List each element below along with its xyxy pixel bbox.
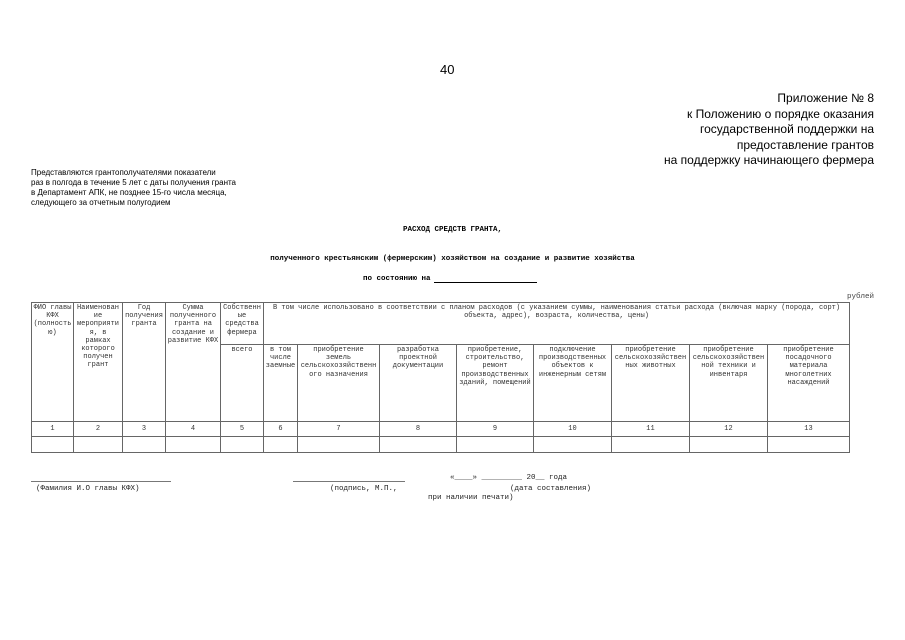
header-fio: ФИО главы КФХ (полностью) xyxy=(32,303,74,422)
subheader-planting: приобретение посадочного материала многолетних насаждений xyxy=(768,345,850,422)
as-of-date-blank xyxy=(434,274,537,283)
data-cell[interactable] xyxy=(74,437,123,453)
submission-note-line: следующего за отчетным полугодием xyxy=(31,198,171,207)
header-used-per-plan: В том числе использовано в соответствии с планом расходов (с указанием суммы, наименования статьи расхода (включая марку (порода, сорт) объекта, адрес), возраста, количества, цены) xyxy=(264,303,850,345)
header-grant-amount: Сумма полученного гранта на создание и развитие КФХ xyxy=(166,303,221,422)
column-number: 12 xyxy=(690,422,768,437)
submission-note-line: в Департамент АПК, не позднее 15-го числа месяца, xyxy=(31,188,227,197)
data-cell[interactable] xyxy=(264,437,298,453)
header-year: Год получения гранта xyxy=(123,303,166,422)
column-number: 1 xyxy=(32,422,74,437)
page-number: 40 xyxy=(440,62,455,77)
appendix-line: к Положению о порядке оказания xyxy=(686,106,874,121)
date-field: «____» _________ 20__ года xyxy=(450,474,568,482)
header-activity: Наименование мероприятия, в рамках которого получен грант xyxy=(74,303,123,422)
data-cell[interactable] xyxy=(534,437,612,453)
data-cell[interactable] xyxy=(690,437,768,453)
data-cell[interactable] xyxy=(221,437,264,453)
data-cell[interactable] xyxy=(298,437,380,453)
data-cell[interactable] xyxy=(32,437,74,453)
data-cell[interactable] xyxy=(166,437,221,453)
form-subtitle: полученного крестьянским (фермерским) хозяйством на создание и развитие хозяйства xyxy=(270,255,635,263)
signature-line xyxy=(293,481,405,482)
head-name-caption: (Фамилия И.О главы КФХ) xyxy=(36,485,140,493)
head-name-line xyxy=(31,481,171,482)
subheader-total: всего xyxy=(221,345,264,422)
header-own-funds: Собственные средства фермера xyxy=(221,303,264,345)
column-number: 8 xyxy=(380,422,457,437)
subheader-engineering: подключение производственных объектов к инженерным сетям xyxy=(534,345,612,422)
appendix-line: на поддержку начинающего фермера xyxy=(664,153,874,167)
appendix-line: предоставление грантов xyxy=(736,137,874,152)
subheader-land: приобретение земель сельскохозяйственного назначения xyxy=(298,345,380,422)
date-caption: (дата составления) xyxy=(510,485,592,493)
submission-note xyxy=(31,168,331,208)
appendix-line: Приложение № 8 xyxy=(777,91,874,105)
subheader-project-docs: разработка проектной документации xyxy=(380,345,457,422)
as-of-label: по состоянию на xyxy=(363,275,431,283)
appendix-reference xyxy=(554,91,874,169)
data-cell[interactable] xyxy=(612,437,690,453)
column-number: 5 xyxy=(221,422,264,437)
submission-note-line: раз в полгода в течение 5 лет с даты получения гранта xyxy=(31,178,237,187)
column-number: 7 xyxy=(298,422,380,437)
subheader-construction: приобретение, строительство, ремонт производственных зданий, помещений xyxy=(457,345,534,422)
column-number: 9 xyxy=(457,422,534,437)
column-number: 10 xyxy=(534,422,612,437)
appendix-line: государственной поддержки на xyxy=(700,122,874,136)
data-cell[interactable] xyxy=(380,437,457,453)
column-number: 3 xyxy=(123,422,166,437)
subheader-animals: приобретение сельскохозяйственных животных xyxy=(612,345,690,422)
form-title: РАСХОД СРЕДСТВ ГРАНТА, xyxy=(402,226,503,234)
column-number: 11 xyxy=(612,422,690,437)
data-cell[interactable] xyxy=(123,437,166,453)
subheader-machinery: приобретение сельскохозяйственной техники и инвентаря xyxy=(690,345,768,422)
units-label: рублей xyxy=(846,293,874,301)
subheader-borrowed: в том числе заемные xyxy=(264,345,298,422)
as-of-date-field xyxy=(363,274,537,283)
submission-note-line: Представляются грантополучателями показатели xyxy=(31,168,216,177)
grant-expense-table xyxy=(31,302,850,453)
column-number: 6 xyxy=(264,422,298,437)
seal-note: при наличии печати) xyxy=(428,494,514,502)
data-cell[interactable] xyxy=(457,437,534,453)
column-number: 4 xyxy=(166,422,221,437)
data-cell[interactable] xyxy=(768,437,850,453)
column-number: 13 xyxy=(768,422,850,437)
column-number: 2 xyxy=(74,422,123,437)
signature-caption: (подпись, М.П., xyxy=(330,485,398,493)
